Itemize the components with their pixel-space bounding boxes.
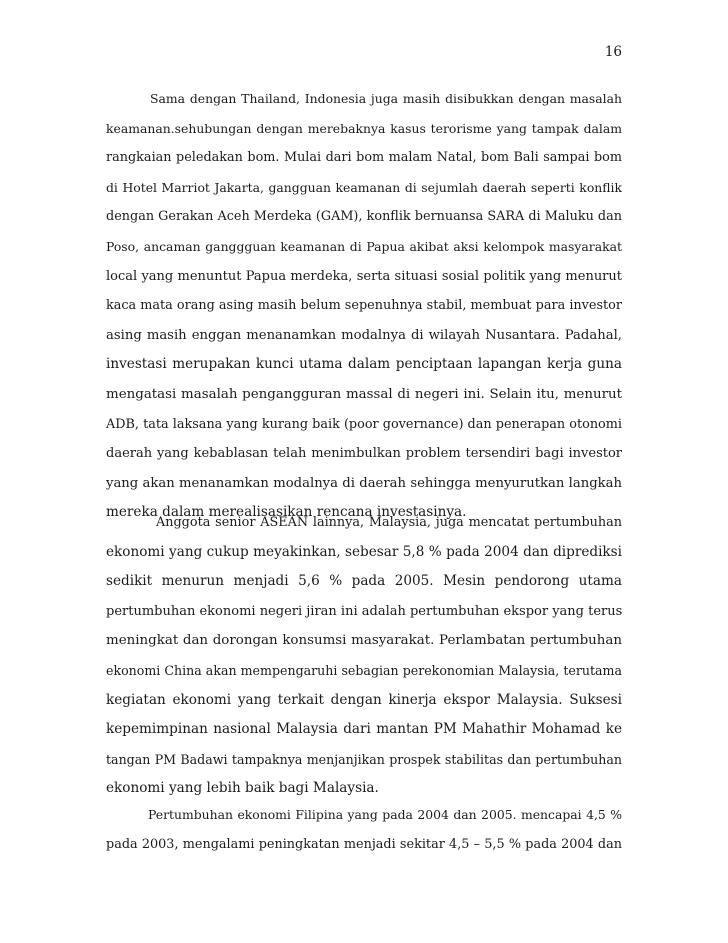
paragraph-line: Pertumbuhan ekonomi Filipina yang pada 2004 dan 2005. mencapai 4,5 %	[148, 807, 622, 822]
paragraph-line: yang akan menanamkan modalnya di daerah sehingga menyurutkan langkah	[106, 475, 622, 491]
paragraph-line: investasi merupakan kunci utama dalam penciptaan lapangan kerja guna	[106, 356, 622, 373]
paragraph-line: kaca mata orang asing masih belum sepenuhnya stabil, membuat para investor	[106, 298, 622, 314]
paragraph-malaysia	[106, 508, 622, 804]
page-number: 16	[604, 44, 622, 60]
paragraph-line: keamanan.sehubungan dengan merebaknya kasus terorisme yang tampak dalam	[106, 120, 622, 136]
paragraph-line: ekonomi China akan mempengaruhi sebagian perekonomian Malaysia, terutama	[106, 662, 622, 678]
paragraph-line: sedikit menurun menjadi 5,6 % pada 2005. Mesin pendorong utama	[106, 573, 622, 590]
paragraph-line: ADB, tata laksana yang kurang baik (poor governance) dan penerapan otonomi	[106, 416, 622, 432]
paragraph-line: ekonomi yang lebih baik bagi Malaysia.	[106, 780, 379, 797]
paragraph-line: rangkaian peledakan bom. Mulai dari bom malam Natal, bom Bali sampai bom	[106, 150, 622, 166]
paragraph-line: dengan Gerakan Aceh Merdeka (GAM), konflik bernuansa SARA di Maluku dan	[106, 209, 622, 225]
paragraph-line: Poso, ancaman ganggguan keamanan di Papua akibat aksi kelompok masyarakat	[106, 238, 622, 254]
paragraph-line: ekonomi yang cukup meyakinkan, sebesar 5,8 % pada 2004 dan diprediksi	[106, 543, 622, 560]
paragraph-line: tangan PM Badawi tampaknya menjanjikan prospek stabilitas dan pertumbuhan	[106, 751, 622, 767]
paragraph-line: di Hotel Marriot Jakarta, gangguan keamanan di sejumlah daerah seperti konflik	[106, 179, 622, 195]
paragraph-line: pada 2003, mengalami peningkatan menjadi sekitar 4,5 – 5,5 % pada 2004 dan	[106, 836, 622, 852]
paragraph-line: kegiatan ekonomi yang terkait dengan kinerja ekspor Malaysia. Suksesi	[106, 691, 622, 708]
paragraph-line: meningkat dan dorongan konsumsi masyarakat. Perlambatan pertumbuhan	[106, 633, 622, 649]
paragraph-line: kepemimpinan nasional Malaysia dari mantan PM Mahathir Mohamad ke	[106, 721, 622, 738]
paragraph-line: local yang menuntut Papua merdeka, serta situasi sosial politik yang menurut	[106, 268, 622, 284]
paragraph-line: Sama dengan Thailand, Indonesia juga masih disibukkan dengan masalah	[150, 91, 622, 106]
paragraph-line: mereka dalam merealisasikan rencana investasinya.	[106, 504, 467, 521]
paragraph-filipina	[106, 800, 622, 859]
paragraph-line: daerah yang kebablasan telah menimbulkan problem tersendiri bagi investor	[106, 446, 622, 462]
paragraph-line: mengatasi masalah pengangguran massal di negeri ini. Selain itu, menurut	[106, 386, 622, 402]
paragraph-indonesia	[106, 84, 622, 528]
paragraph-line: Anggota senior ASEAN lainnya, Malaysia, juga mencatat pertumbuhan	[156, 515, 622, 530]
paragraph-line: asing masih enggan menanamkan modalnya di wilayah Nusantara. Padahal,	[106, 327, 622, 343]
paragraph-line: pertumbuhan ekonomi negeri jiran ini adalah pertumbuhan ekspor yang terus	[106, 603, 622, 619]
